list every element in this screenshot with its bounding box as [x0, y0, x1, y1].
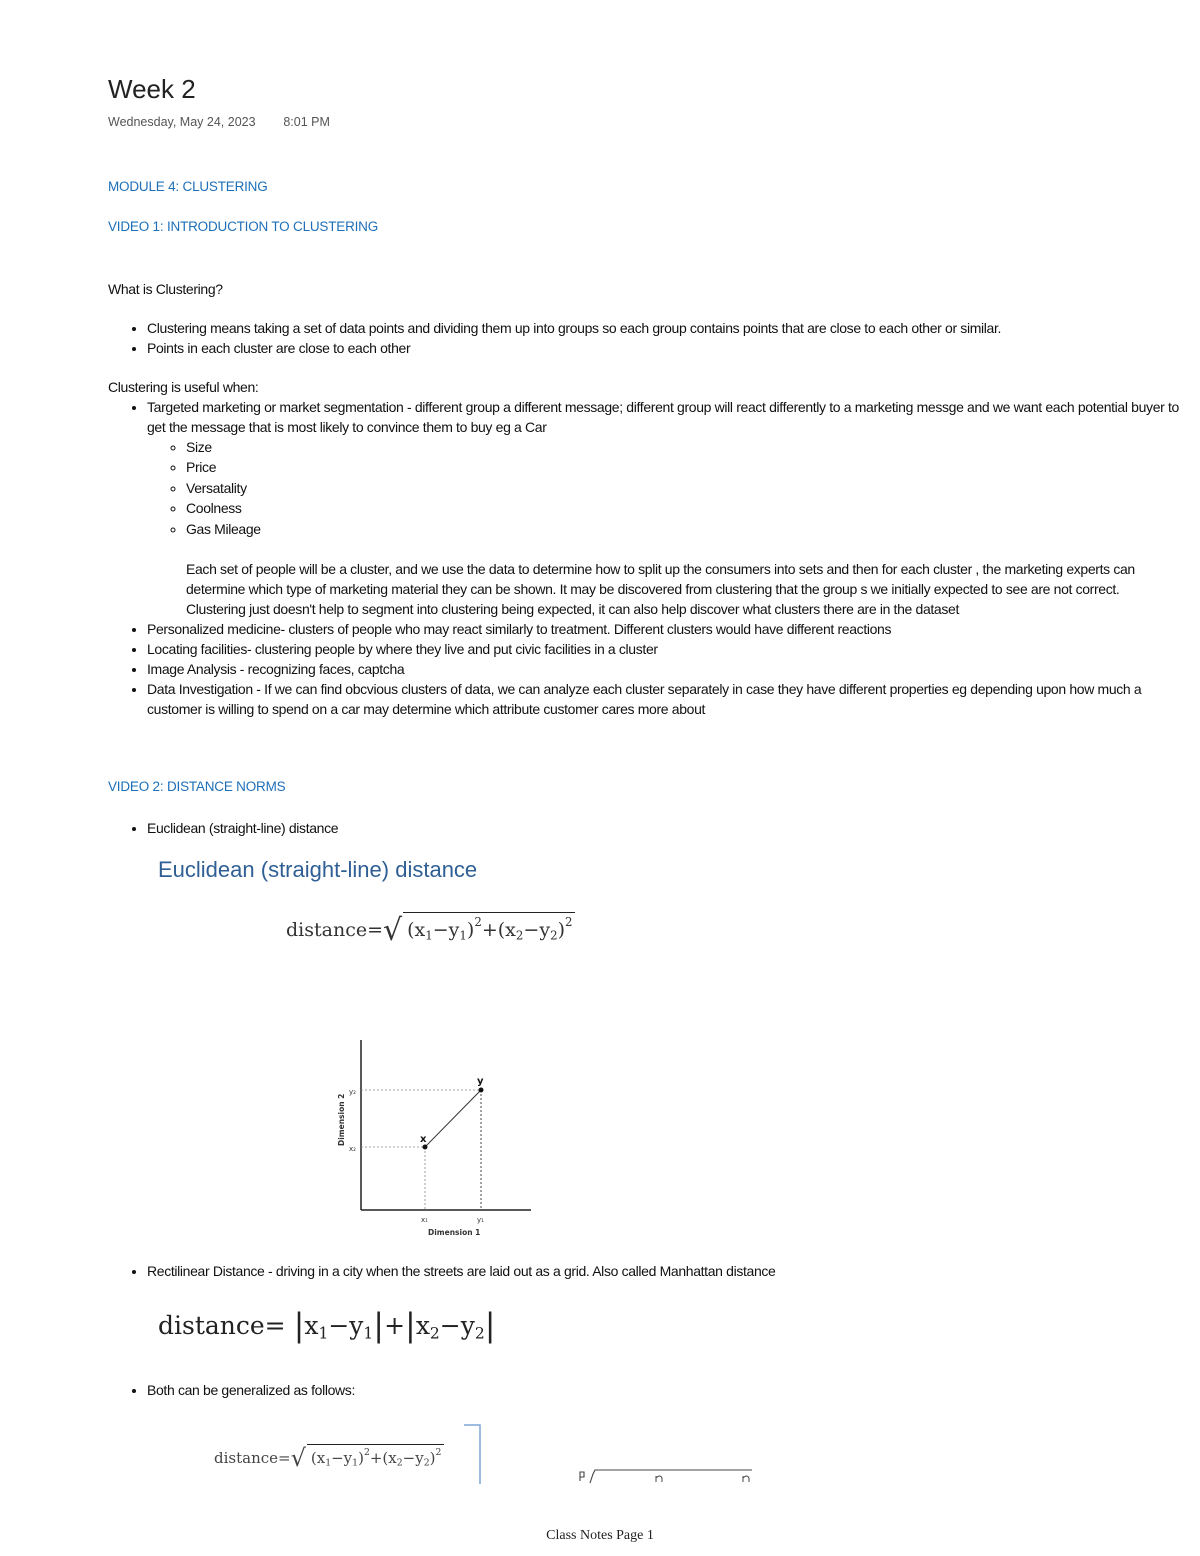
- car-attribute-list: [147, 437, 1192, 539]
- formula-lhs: distance=: [286, 919, 383, 941]
- tick-x2: x₂: [349, 1145, 356, 1153]
- tick-x1: x₁: [421, 1216, 428, 1224]
- list-item: • Both can be generalized as follows:: [147, 1380, 1192, 1400]
- cluster-discovery-note: Clustering just doesn't help to segment into clustering being expected, it can also help discover what clusters there are in the dataset: [186, 601, 959, 618]
- formula-lhs: distance=: [158, 1311, 286, 1340]
- list-item: ◦ Size: [186, 437, 1192, 457]
- sqrt-symbol: √: [290, 1444, 306, 1472]
- list-item: ◦ Coolness: [186, 498, 1192, 518]
- video2-heading: VIDEO 2: DISTANCE NORMS: [108, 779, 286, 794]
- page-datetime: [108, 115, 330, 129]
- point-y-label: y: [477, 1076, 484, 1087]
- manhattan-formula: distance= $|x_1-y_1|+|x_2-y_2|$: [158, 1306, 496, 1344]
- list-item: • Rectilinear Distance - driving in a city when the streets are laid out as a grid. Also called Manhattan distance: [147, 1261, 1192, 1281]
- page-date: Wednesday, May 24, 2023: [108, 115, 256, 129]
- plot-xlabel: Dimension 1: [428, 1228, 481, 1237]
- useful-bullets: [108, 397, 1192, 719]
- general-formula-pnorm-cropped: [578, 1468, 758, 1484]
- targeted-marketing-text: Targeted marketing or market segmentation - different group a different message; different group will react differently to a marketing messge and we want each potential buyer to get the message that is most likely to convince them to buy eg a Car: [147, 399, 1179, 435]
- image-crop-bracket: [462, 1424, 484, 1486]
- list-item: ◦ Versatality: [186, 478, 1192, 498]
- list-item: • Clustering means taking a set of data points and dividing them up into groups so each group contains points that are close to each other or similar.: [147, 318, 1192, 338]
- formula-lhs: distance=: [214, 1449, 291, 1467]
- euclid-plot: [330, 1030, 540, 1245]
- page-footer: Class Notes Page 1: [546, 1528, 654, 1543]
- euclid-image-title: Euclidean (straight-line) distance: [158, 857, 478, 882]
- video1-heading: VIDEO 1: INTRODUCTION TO CLUSTERING: [108, 219, 379, 234]
- tick-y1: y₁: [477, 1216, 484, 1224]
- rect-bullet-list: [108, 1261, 1192, 1281]
- list-item: • Data Investigation - If we can find obcvious clusters of data, we can analyze each cluster separately in case they have different properties eg depending upon how much a customer is willing to spend on a car may determine which attribute customer cares more about: [147, 679, 1192, 719]
- useful-label: Clustering is useful when:: [108, 379, 259, 395]
- list-item: • Locating facilities- clustering people by where they live and put civic facilities in a cluster: [147, 639, 1192, 659]
- euclid-bullet-list: [108, 818, 1192, 838]
- list-item: • Euclidean (straight-line) distance: [147, 818, 1192, 838]
- sqrt-symbol: √: [383, 913, 403, 948]
- page-time: 8:01 PM: [283, 115, 330, 129]
- point-x-label: x: [420, 1134, 427, 1145]
- general-bullet-list: [108, 1380, 1192, 1400]
- general-formula-euclid: [214, 1444, 444, 1472]
- list-item: [147, 397, 1192, 619]
- list-item: • Points in each cluster are close to each other: [147, 338, 1192, 358]
- point-x: [423, 1145, 428, 1150]
- module-heading: MODULE 4: CLUSTERING: [108, 179, 268, 194]
- clustering-question: What is Clustering?: [108, 281, 223, 297]
- list-item: • Image Analysis - recognizing faces, captcha: [147, 659, 1192, 679]
- intro-bullets: [108, 318, 1192, 358]
- plot-ylabel: Dimension 2: [337, 1093, 346, 1146]
- list-item: ◦ Price: [186, 457, 1192, 477]
- formula-radicand: $(x_1-y_1)^2+(x_2-y_2)^2$: [403, 912, 575, 943]
- euclid-formula: [286, 912, 575, 948]
- page-title: Week 2: [108, 74, 196, 104]
- list-item: ◦ Gas Mileage: [186, 519, 1192, 539]
- tick-y2: y₂: [349, 1088, 356, 1096]
- cluster-explanation: Each set of people will be a cluster, and we use the data to determine how to split up the consumers into sets and then for each cluster , the marketing experts can determine which type of marketing material they can be shown. It may be discovered from clustering that the group s we initially expected to see are not correct.: [186, 561, 1135, 598]
- list-item: • Personalized medicine- clusters of people who may react similarly to treatment. Different clusters would have different reactions: [147, 619, 1192, 639]
- distance-segment: [425, 1090, 481, 1147]
- formula-radicand: $(x_1-y_1)^2+(x_2-y_2)^2$: [307, 1444, 445, 1469]
- point-y: [479, 1088, 484, 1093]
